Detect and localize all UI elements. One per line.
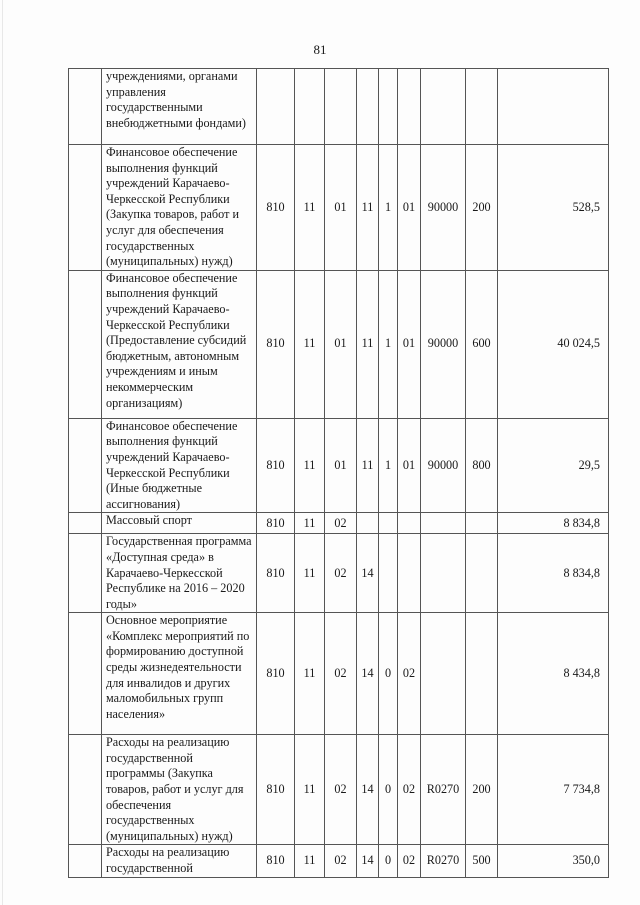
blank-cell (69, 735, 102, 845)
item-name-cell: Финансовое обеспечение выполнения функций учреждений Карачаево-Черкесской Республики (Предоставление субсидий бюджетным, автономным учреждениям и иным некоммерческим организациям) (102, 270, 257, 418)
table-row (69, 69, 609, 145)
subprogram-cell: 1 (379, 270, 398, 418)
item-name-cell: Финансовое обеспечение выполнения функций учреждений Карачаево-Черкесской Республики (Иные бюджетные ассигнования) (102, 418, 257, 513)
item-name-cell: учреждениями, органами управления государственными внебюджетными фондами) (102, 69, 257, 145)
event-cell (398, 534, 421, 613)
blank-cell (69, 145, 102, 271)
table-row (69, 145, 609, 271)
amount-cell (498, 69, 609, 145)
item-name-cell: Расходы на реализацию государственной программы (Закупка товаров, работ и услуг для обеспечения государственных (муниципальных) нужд) (102, 735, 257, 845)
subprogram-cell: 1 (379, 418, 398, 513)
code-cell: 810 (257, 513, 295, 534)
item-name-cell: Государственная программа «Доступная среда» в Карачаево-Черкесской Республике на 2016 – 2020 годы» (102, 534, 257, 613)
expense-type-cell (466, 534, 498, 613)
amount-cell: 528,5 (498, 145, 609, 271)
program-cell: 11 (357, 145, 379, 271)
blank-cell (69, 418, 102, 513)
expense-type-cell: 800 (466, 418, 498, 513)
section-cell: 11 (295, 145, 325, 271)
event-cell: 01 (398, 145, 421, 271)
expense-type-cell (466, 613, 498, 735)
code-cell: 810 (257, 418, 295, 513)
subsection-cell: 02 (325, 735, 357, 845)
amount-cell: 350,0 (498, 845, 609, 877)
program-cell: 14 (357, 845, 379, 877)
code-cell: 810 (257, 845, 295, 877)
table-row (69, 845, 609, 877)
event-cell: 02 (398, 845, 421, 877)
table-row (69, 513, 609, 534)
subsection-cell: 01 (325, 270, 357, 418)
program-cell: 11 (357, 418, 379, 513)
code-cell: 810 (257, 735, 295, 845)
direction-cell (421, 613, 466, 735)
subprogram-cell: 0 (379, 735, 398, 845)
program-cell (357, 69, 379, 145)
expense-type-cell: 200 (466, 145, 498, 271)
subprogram-cell (379, 69, 398, 145)
page-number: 81 (313, 42, 327, 57)
amount-cell: 29,5 (498, 418, 609, 513)
direction-cell: 90000 (421, 270, 466, 418)
section-cell: 11 (295, 270, 325, 418)
amount-cell: 8 834,8 (498, 534, 609, 613)
subsection-cell: 01 (325, 418, 357, 513)
program-cell: 11 (357, 270, 379, 418)
blank-cell (69, 845, 102, 877)
table-row (69, 735, 609, 845)
subsection-cell: 02 (325, 513, 357, 534)
program-cell (357, 513, 379, 534)
code-cell: 810 (257, 613, 295, 735)
subprogram-cell: 0 (379, 845, 398, 877)
event-cell (398, 69, 421, 145)
amount-cell: 7 734,8 (498, 735, 609, 845)
expense-type-cell: 600 (466, 270, 498, 418)
amount-cell: 8 834,8 (498, 513, 609, 534)
event-cell: 01 (398, 270, 421, 418)
section-cell: 11 (295, 534, 325, 613)
item-name-cell: Массовый спорт (102, 513, 257, 534)
table-row (69, 534, 609, 613)
expense-type-cell (466, 513, 498, 534)
direction-cell (421, 513, 466, 534)
subprogram-cell: 1 (379, 145, 398, 271)
table-row (69, 613, 609, 735)
direction-cell: R0270 (421, 845, 466, 877)
subsection-cell: 02 (325, 845, 357, 877)
program-cell: 14 (357, 735, 379, 845)
item-name-cell: Расходы на реализацию государственной (102, 845, 257, 877)
blank-cell (69, 270, 102, 418)
code-cell: 810 (257, 145, 295, 271)
subsection-cell: 02 (325, 534, 357, 613)
code-cell: 810 (257, 534, 295, 613)
direction-cell: 90000 (421, 145, 466, 271)
expense-type-cell (466, 69, 498, 145)
section-cell: 11 (295, 735, 325, 845)
event-cell (398, 513, 421, 534)
event-cell: 02 (398, 735, 421, 845)
budget-table (68, 68, 609, 878)
direction-cell (421, 69, 466, 145)
section-cell: 11 (295, 845, 325, 877)
subprogram-cell: 0 (379, 613, 398, 735)
event-cell: 01 (398, 418, 421, 513)
section-cell: 11 (295, 513, 325, 534)
item-name-cell: Основное мероприятие «Комплекс мероприятий по формированию доступной среды жизнедеятельности для инвалидов и других маломобильных групп населения» (102, 613, 257, 735)
section-cell: 11 (295, 613, 325, 735)
code-cell (257, 69, 295, 145)
direction-cell: 90000 (421, 418, 466, 513)
subsection-cell: 01 (325, 145, 357, 271)
item-name-cell: Финансовое обеспечение выполнения функций учреждений Карачаево-Черкесской Республики (Закупка товаров, работ и услуг для обеспечения государственных (муниципальных) нужд) (102, 145, 257, 271)
table-row (69, 418, 609, 513)
subprogram-cell (379, 513, 398, 534)
subsection-cell (325, 69, 357, 145)
code-cell: 810 (257, 270, 295, 418)
section-cell: 11 (295, 418, 325, 513)
blank-cell (69, 534, 102, 613)
blank-cell (69, 613, 102, 735)
page-edge (2, 0, 3, 905)
amount-cell: 40 024,5 (498, 270, 609, 418)
amount-cell: 8 434,8 (498, 613, 609, 735)
direction-cell (421, 534, 466, 613)
subsection-cell: 02 (325, 613, 357, 735)
expense-type-cell: 500 (466, 845, 498, 877)
direction-cell: R0270 (421, 735, 466, 845)
subprogram-cell (379, 534, 398, 613)
event-cell: 02 (398, 613, 421, 735)
expense-type-cell: 200 (466, 735, 498, 845)
blank-cell (69, 513, 102, 534)
blank-cell (69, 69, 102, 145)
program-cell: 14 (357, 613, 379, 735)
program-cell: 14 (357, 534, 379, 613)
table-row (69, 270, 609, 418)
section-cell (295, 69, 325, 145)
